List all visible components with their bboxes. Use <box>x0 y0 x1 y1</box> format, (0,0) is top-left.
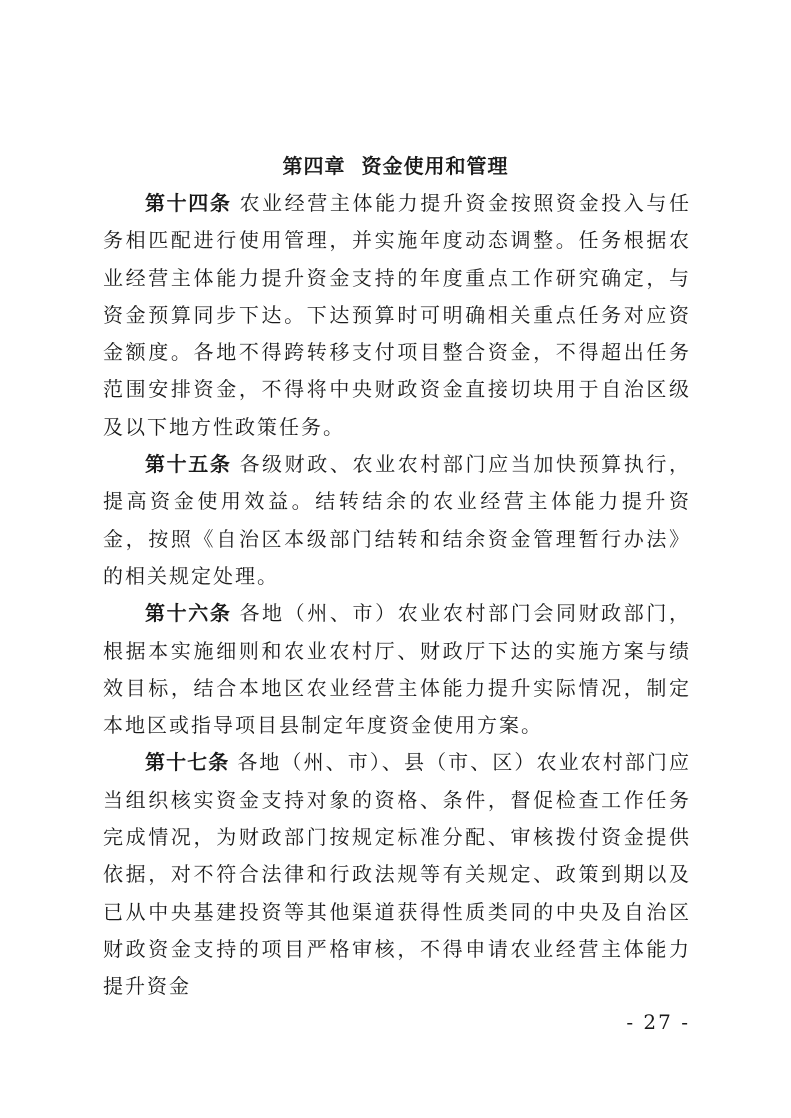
article-text: 各级财政、农业农村部门应当加快预算执行，提高资金使用效益。结转结余的农业经营主体能力提升资金，按照《自治区本级部门结转和结余资金管理暂行办法》的相关规定处理。 <box>103 452 692 588</box>
article-number: 第十四条 <box>145 191 232 215</box>
article-17 <box>103 744 691 1005</box>
body-text <box>103 185 691 1006</box>
article-text: 各地（州、市）农业农村部门会同财政部门，根据本实施细则和农业农村厅、财政厅下达的实施方案与绩效目标，结合本地区农业经营主体能力提升实际情况，制定本地区或指导项目县制定年度资金使用方案。 <box>103 601 692 738</box>
article-number: 第十五条 <box>145 452 232 477</box>
article-15 <box>103 446 691 595</box>
article-14 <box>103 185 691 446</box>
article-text: 各地（州、市）、县（市、区）农业农村部门应当组织核实资金支持对象的资格、条件，督促检查工作任务完成情况，为财政部门按规定标准分配、审核拨付资金提供依据，对不符合法律和行政法规等有关规定、政策到期以及已从中央基建投资等其他渠道获得性质类同的中央及自治区财政资金支持的项目严格审核，不得申请农业经营主体能力提升资金 <box>103 750 692 999</box>
article-text: 农业经营主体能力提升资金按照资金投入与任务相匹配进行使用管理，并实施年度动态调整。任务根据农业经营主体能力提升资金支持的年度重点工作研究确定，与资金预算同步下达。下达预算时可明确相关重点任务对应资金额度。各地不得跨转移支付项目整合资金，不得超出任务范围安排资金，不得将中央财政资金直接切块用于自治区级及以下地方性政策任务。 <box>103 191 692 439</box>
article-16 <box>103 595 691 744</box>
chapter-title: 第四章 资金使用和管理 <box>282 154 509 178</box>
article-number: 第十六条 <box>145 601 232 626</box>
article-number: 第十七条 <box>145 750 230 775</box>
page-number: - 27 - <box>626 1010 690 1034</box>
